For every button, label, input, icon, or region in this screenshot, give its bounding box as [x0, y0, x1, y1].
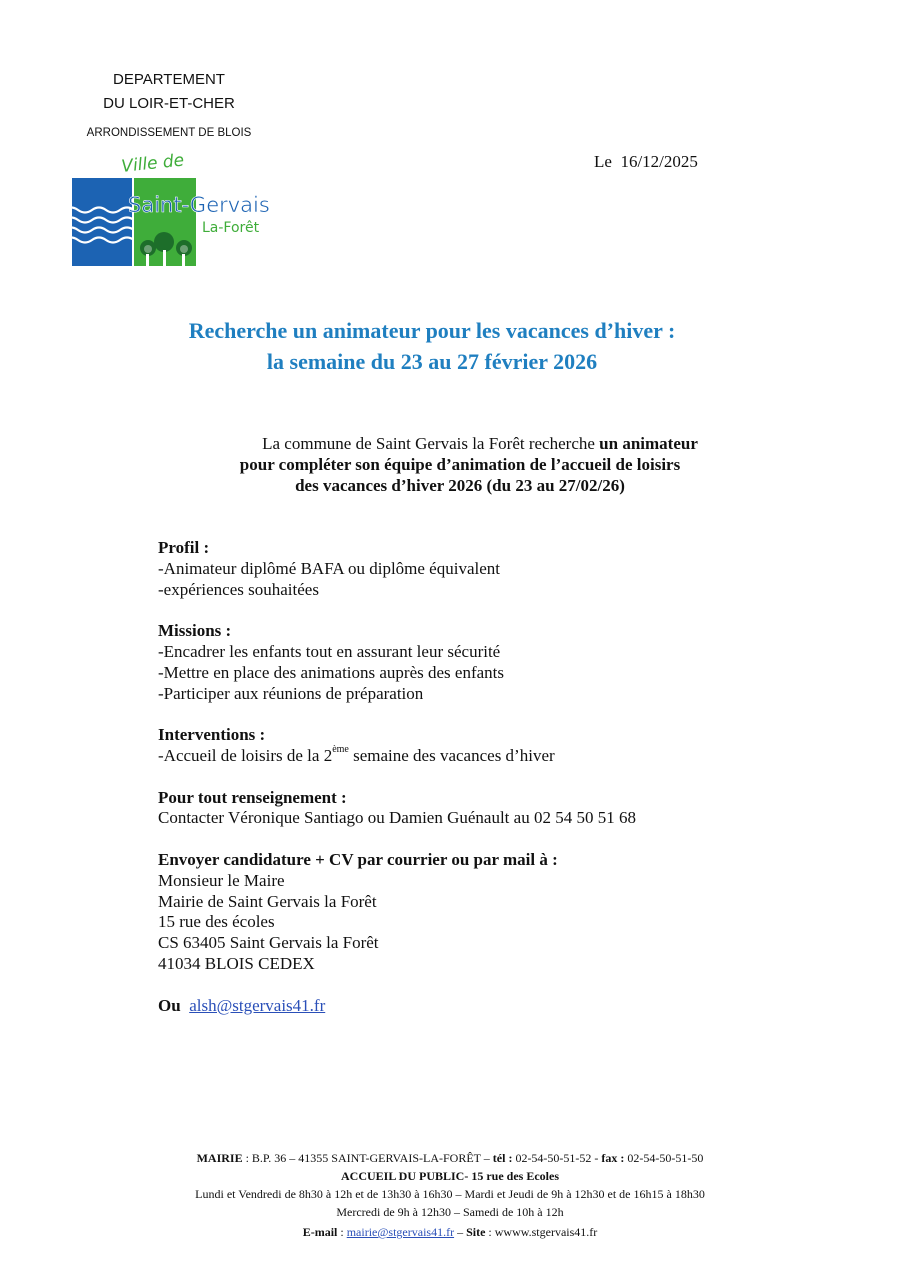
missions-item: -Mettre en place des animations auprès des enfants	[158, 662, 505, 682]
address-line: CS 63405 Saint Gervais la Forêt	[158, 933, 379, 953]
intro-bold-1: un animateur	[599, 434, 698, 453]
department-line: DEPARTEMENT	[113, 71, 225, 88]
contact-heading: Pour tout renseignement :	[158, 787, 347, 807]
department-name: DU LOIR-ET-CHER	[103, 95, 235, 112]
intro-bold-2: pour compléter son équipe d’animation de l’accueil de loisirs	[239, 455, 681, 474]
accueil-line: ACCUEIL DU PUBLIC- 15 rue des Ecoles	[340, 1169, 559, 1183]
interventions-text: -Accueil de loisirs de la 2	[158, 745, 333, 765]
interventions-heading: Interventions :	[158, 725, 266, 745]
profil-item: -expériences souhaitées	[158, 579, 319, 599]
interventions-text-end: semaine des vacances d’hiver	[348, 745, 555, 765]
mairie-address: : B.P. 36 – 41355 SAINT-GERVAIS-LA-FORÊT –	[242, 1151, 493, 1165]
title-line-2: la semaine du 23 au 27 février 2026	[266, 349, 598, 374]
missions-item: -Participer aux réunions de préparation	[158, 683, 424, 703]
ou-label: Ou	[158, 995, 181, 1015]
date-value: 16/12/2025	[620, 152, 698, 171]
address-line: Monsieur le Maire	[158, 870, 285, 890]
address-line: 15 rue des écoles	[158, 912, 275, 932]
fax-number: 02-54-50-51-50	[624, 1151, 704, 1165]
profil-item: -Animateur diplômé BAFA ou diplôme équivalent	[158, 558, 500, 578]
missions-item: -Encadrer les enfants tout en assurant leur sécurité	[158, 641, 501, 661]
email-label: E-mail	[302, 1225, 338, 1239]
intro-bold-3: des vacances d’hiver 2026 (du 23 au 27/02/26)	[295, 476, 625, 495]
hours-line-1: Lundi et Vendredi de 8h30 à 12h et de 13h30 à 16h30 – Mardi et Jeudi de 9h à 12h30 et de 16h15 à 18h30	[195, 1187, 705, 1201]
profil-heading: Profil :	[158, 538, 210, 557]
logo-saint: Saint-Gervais	[128, 193, 270, 217]
address-line: Mairie de Saint Gervais la Forêt	[158, 891, 377, 911]
offer-body	[158, 538, 798, 1016]
footer-contact-line: E-mail : mairie@stgervais41.fr – Site : wwww.stgervais41.fr	[302, 1225, 598, 1239]
page-title	[100, 315, 764, 377]
tel-label: tél :	[492, 1151, 513, 1165]
intro-paragraph	[150, 433, 770, 496]
mairie-label: MAIRIE	[196, 1151, 243, 1165]
missions-heading: Missions :	[158, 621, 232, 641]
alsh-email-link[interactable]: alsh@stgervais41.fr	[189, 995, 326, 1015]
document-date	[594, 152, 698, 172]
footer-mairie-line	[120, 1149, 780, 1167]
logo-laforet: La-Forêt	[202, 220, 260, 236]
title-line-1: Recherche un animateur pour les vacances d’hiver :	[188, 318, 676, 343]
mairie-email-link[interactable]: mairie@stgervais41.fr	[346, 1225, 455, 1239]
logo-ville: Ville de	[120, 150, 186, 177]
hours-line-2: Mercredi de 9h à 12h30 – Samedi de 10h à 12h	[336, 1205, 564, 1219]
footer	[120, 1149, 780, 1241]
department-block	[80, 68, 258, 116]
site-url: : wwww.stgervais41.fr	[485, 1225, 598, 1239]
address-line: 41034 BLOIS CEDEX	[158, 953, 315, 973]
interventions-sup: ème	[332, 744, 349, 756]
fax-label: fax :	[601, 1151, 625, 1165]
intro-text: La commune de Saint Gervais la Forêt recherche	[262, 434, 600, 453]
candidature-heading: Envoyer candidature + CV par courrier ou par mail à :	[158, 849, 558, 869]
contact-text: Contacter Véronique Santiago ou Damien Guénault au 02 54 50 51 68	[158, 808, 636, 828]
date-prefix: Le	[594, 152, 612, 171]
site-label: Site	[466, 1225, 486, 1239]
email-line	[158, 996, 798, 1017]
arrondissement: ARRONDISSEMENT DE BLOIS	[86, 127, 252, 139]
town-logo	[62, 150, 272, 272]
tel-number: 02-54-50-51-52 -	[512, 1151, 602, 1165]
interventions-item	[158, 746, 798, 767]
